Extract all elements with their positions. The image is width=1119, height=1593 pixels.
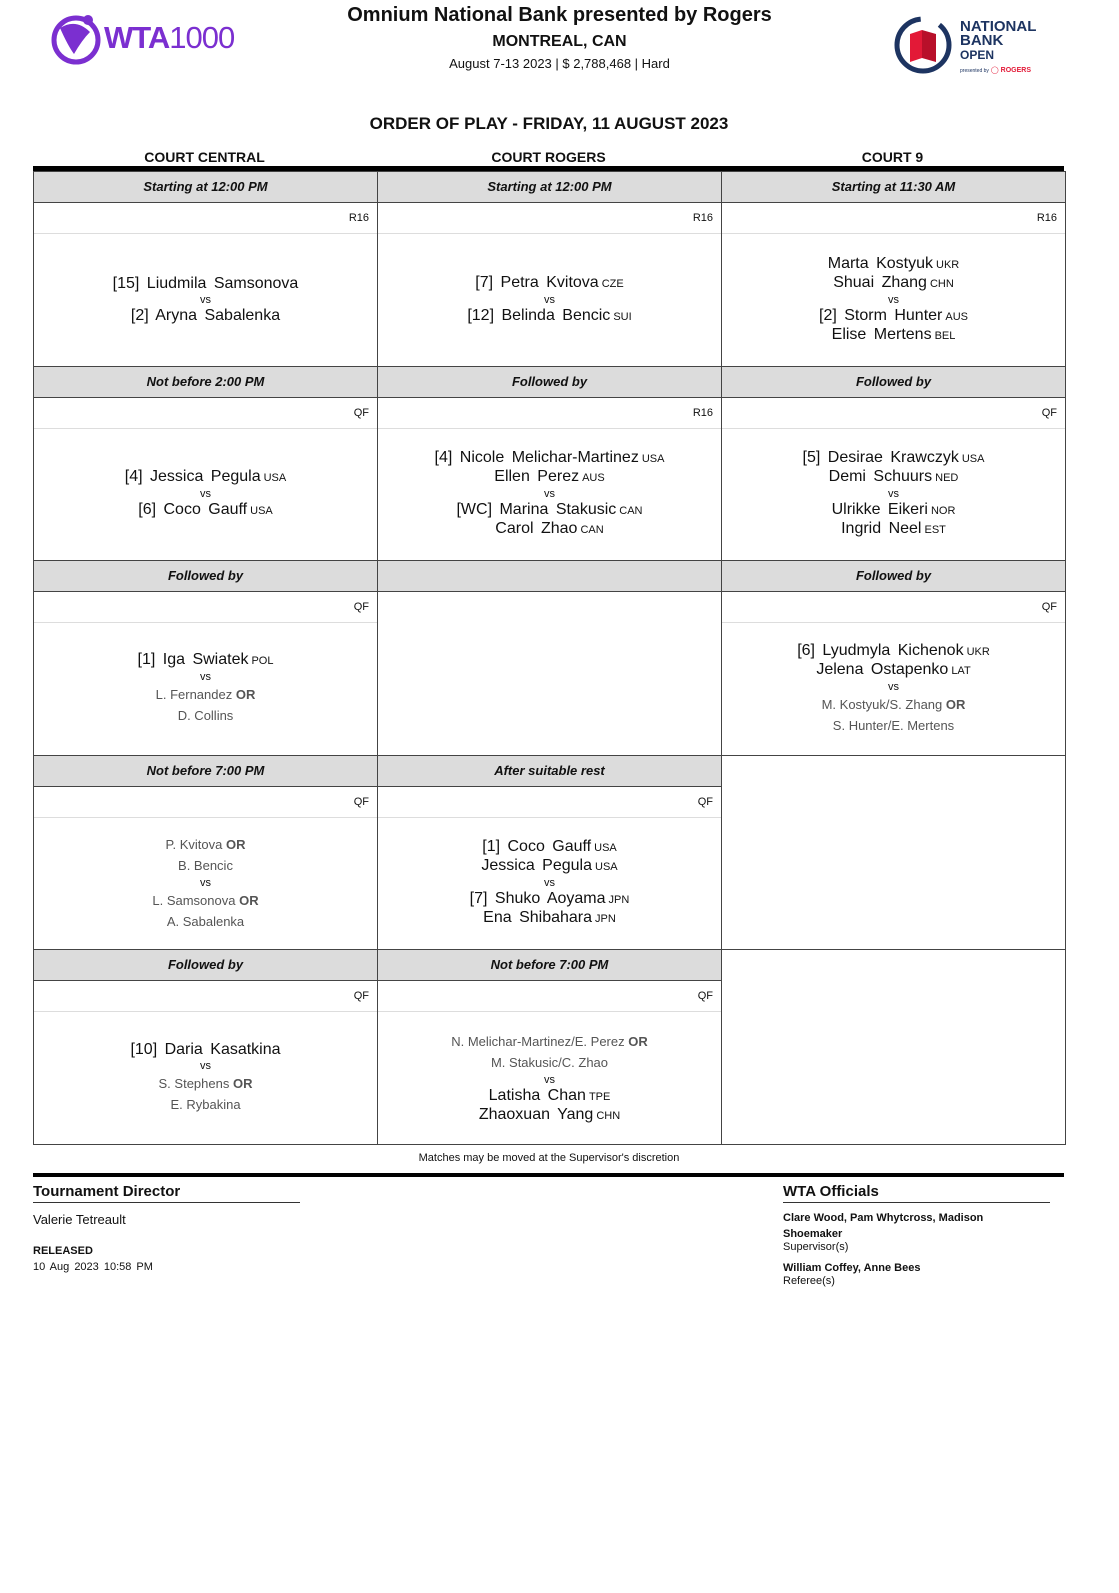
tbd-player: S. Stephens [158, 1075, 230, 1091]
player-country: CHN [596, 1109, 621, 1122]
tbd-player: M. Kostyuk/S. Zhang [821, 696, 943, 712]
match-round: QF [34, 981, 377, 1012]
tbd-line [170, 1094, 240, 1115]
player-name: [7] Petra Kvitova [475, 273, 599, 291]
match-players [722, 234, 1065, 366]
match-start-time: Followed by [722, 367, 1065, 398]
match-cell [377, 171, 722, 367]
match-round: QF [722, 398, 1065, 429]
match-players [34, 818, 377, 950]
player-line [833, 274, 954, 293]
player-line [495, 520, 603, 539]
player-line [832, 501, 956, 520]
tournament-info: August 7-13 2023 | $ 2,788,468 | Hard [449, 56, 670, 71]
match-cell [721, 171, 1066, 367]
match-start-time: Starting at 12:00 PM [378, 172, 721, 203]
footer-divider [33, 1173, 1064, 1177]
vs-label: vs [888, 488, 899, 501]
tbd-line [178, 855, 233, 876]
match-round: QF [722, 592, 1065, 623]
player-country: USA [641, 453, 665, 466]
match-start-time: Not before 7:00 PM [378, 950, 721, 981]
player-line [113, 275, 299, 293]
player-name: [6] Coco Gauff [138, 501, 248, 519]
player-name: [1] Iga Swiatek [137, 651, 249, 669]
player-country: JPN [595, 913, 616, 926]
player-name: Elise Mertens [831, 325, 932, 343]
national-bank-open-logo [892, 12, 1062, 82]
player-country: CZE [601, 277, 624, 290]
match-start-time: Starting at 11:30 AM [722, 172, 1065, 203]
player-name: Jessica Pegula [481, 857, 592, 875]
wta-officials-label: WTA Officials [783, 1183, 1050, 1203]
player-country: LAT [951, 664, 971, 677]
player-line [481, 857, 617, 876]
player-country: CHN [929, 277, 954, 290]
player-name: Zhaoxuan Yang [478, 1105, 594, 1123]
match-start-time: Followed by [34, 561, 377, 592]
tbd-player: L. Samsonova [152, 893, 236, 909]
player-country: SUI [613, 310, 632, 323]
player-country: USA [594, 842, 617, 855]
court-header: COURT CENTRAL [144, 149, 265, 165]
vs-label: vs [544, 293, 555, 306]
tournament-director-label: Tournament Director [33, 1183, 300, 1203]
or-label: OR [945, 696, 966, 712]
match-players [34, 234, 377, 366]
match-players [722, 623, 1065, 755]
player-line [470, 890, 630, 909]
match-players [378, 818, 721, 950]
or-label: OR [628, 1033, 648, 1049]
match-start-time: After suitable rest [378, 756, 721, 787]
player-line [797, 642, 990, 661]
match-start-time [378, 561, 721, 592]
player-line [483, 909, 616, 928]
match-cell [33, 560, 378, 756]
player-country: CAN [580, 524, 604, 537]
match-round: QF [34, 787, 377, 818]
player-country: NOR [930, 505, 956, 518]
vs-label: vs [544, 877, 555, 890]
tbd-player: E. Rybakina [170, 1096, 241, 1112]
match-cell [33, 949, 378, 1145]
released-date: 10 Aug 2023 10:58 PM [33, 1261, 153, 1273]
match-cell [33, 755, 378, 951]
tbd-player: P. Kvitova [165, 837, 223, 853]
tbd-player: M. Stakusic/C. Zhao [490, 1054, 609, 1070]
referee-role: Referee(s) [783, 1275, 835, 1287]
match-round: R16 [378, 203, 721, 234]
vs-label: vs [200, 488, 211, 501]
player-country: USA [961, 453, 985, 466]
player-name: Ulrikke Eikeri [831, 501, 928, 519]
player-country: POL [251, 655, 274, 668]
player-line [130, 1041, 280, 1059]
player-country: BEL [934, 329, 956, 342]
vs-label: vs [544, 1073, 555, 1086]
tbd-line [451, 1031, 648, 1052]
or-label: OR [235, 687, 256, 703]
player-country: AUS [582, 472, 605, 485]
tbd-player: S. Hunter/E. Mertens [832, 717, 955, 733]
nbo-presented-by: presented by [960, 68, 989, 74]
match-cell [33, 171, 378, 367]
nbo-wordmark [960, 20, 1036, 62]
tbd-player: B. Bencic [178, 858, 233, 874]
nbo-line1: NATIONAL [960, 18, 1037, 35]
player-line [435, 449, 665, 468]
player-name: [7] Shuko Aoyama [469, 890, 606, 908]
player-line [832, 326, 956, 345]
match-cell [377, 755, 722, 951]
vs-label: vs [200, 877, 211, 890]
match-start-time: Followed by [34, 950, 377, 981]
match-players [34, 623, 377, 755]
player-line [482, 838, 617, 857]
player-country: USA [595, 861, 618, 874]
player-line [828, 255, 960, 274]
player-line [138, 651, 274, 670]
match-start-time: Starting at 12:00 PM [34, 172, 377, 203]
player-line [816, 661, 970, 680]
player-name: [1] Coco Gauff [482, 838, 592, 856]
court-header: COURT ROGERS [491, 149, 606, 165]
player-line [456, 501, 642, 520]
tbd-line [156, 684, 256, 705]
match-cell [721, 366, 1066, 562]
player-line [479, 1106, 620, 1125]
player-name: Demi Schuurs [828, 468, 933, 486]
tbd-line [178, 705, 234, 726]
match-start-time: Followed by [378, 367, 721, 398]
match-cell [721, 755, 1066, 951]
player-country: JPN [608, 894, 630, 907]
order-of-play-title: ORDER OF PLAY - FRIDAY, 11 AUGUST 2023 [369, 114, 729, 133]
player-name: [WC] Marina Stakusic [456, 501, 617, 519]
match-players [378, 1012, 721, 1144]
nbo-line2: BANK [960, 32, 1004, 49]
match-players [378, 429, 721, 561]
player-name: [2] Aryna Sabalenka [130, 306, 281, 324]
match-cell [377, 366, 722, 562]
tbd-line [159, 1073, 253, 1094]
court-header: COURT 9 [861, 149, 924, 165]
match-round: QF [378, 787, 721, 818]
tournament-title: Omnium National Bank presented by Rogers [347, 4, 772, 26]
player-name: Shuai Zhang [833, 273, 927, 291]
player-name: [2] Storm Hunter [819, 306, 943, 324]
tbd-line [833, 715, 954, 736]
match-round: R16 [378, 398, 721, 429]
tournament-director-name: Valerie Tetreault [33, 1212, 126, 1227]
match-cell [721, 949, 1066, 1145]
match-start-time: Not before 2:00 PM [34, 367, 377, 398]
player-name: Ena Shibahara [483, 909, 593, 927]
player-line [125, 468, 286, 487]
vs-label: vs [888, 293, 899, 306]
player-name: Marta Kostyuk [827, 254, 934, 272]
player-country: NED [935, 472, 959, 485]
match-round: R16 [34, 203, 377, 234]
tbd-player: A. Sabalenka [166, 914, 245, 930]
match-start-time: Not before 7:00 PM [34, 756, 377, 787]
nbo-line3: OPEN [960, 48, 995, 62]
player-line [138, 501, 273, 520]
player-line [131, 307, 280, 325]
supervisor-names: Clare Wood, Pam Whytcross, Madison Shoemaker [783, 1212, 984, 1240]
player-country: TPE [588, 1090, 611, 1103]
match-round: QF [34, 592, 377, 623]
match-cell [721, 560, 1066, 756]
player-line [494, 468, 604, 487]
player-name: Ellen Perez [494, 468, 580, 486]
player-country: USA [263, 472, 287, 485]
vs-label: vs [200, 293, 211, 306]
supervisor-role: Supervisor(s) [783, 1241, 849, 1253]
tbd-line [167, 911, 244, 932]
match-players [34, 429, 377, 561]
player-line [489, 1087, 611, 1106]
nbo-sponsor: ROGERS [1000, 67, 1032, 74]
match-cell [377, 949, 722, 1145]
released-label: RELEASED [33, 1245, 93, 1257]
referee-names: William Coffey, Anne Bees [783, 1262, 921, 1274]
player-name: [4] Jessica Pegula [124, 468, 261, 486]
nbo-sponsor-line [960, 66, 1031, 74]
wta-tier: 1000 [169, 20, 235, 55]
vs-label: vs [888, 680, 899, 693]
wta-brand: WTA [104, 20, 170, 55]
player-name: [6] Lyudmyla Kichenok [797, 641, 964, 659]
vs-label: vs [200, 671, 211, 684]
player-country: CAN [619, 505, 643, 518]
match-round: R16 [722, 203, 1065, 234]
match-cell [33, 366, 378, 562]
player-name: [15] Liudmila Samsonova [112, 274, 299, 292]
player-line [841, 520, 946, 539]
match-players [378, 234, 721, 366]
player-name: [12] Belinda Bencic [467, 306, 611, 324]
order-of-play-grid [33, 149, 1064, 1145]
player-name: [4] Nicole Melichar-Martinez [434, 449, 639, 467]
player-line [819, 307, 968, 326]
player-country: EST [924, 524, 946, 537]
tbd-line [491, 1052, 608, 1073]
tbd-player: N. Melichar-Martinez/E. Perez [451, 1033, 625, 1049]
player-country: AUS [945, 310, 968, 323]
tbd-player: L. Fernandez [155, 687, 233, 703]
vs-label: vs [544, 488, 555, 501]
match-players [722, 429, 1065, 561]
player-line [803, 449, 985, 468]
tbd-player: D. Collins [177, 708, 234, 724]
player-name: [10] Daria Kasatkina [130, 1040, 281, 1058]
vs-label: vs [200, 1059, 211, 1072]
player-country: UKR [966, 645, 990, 658]
player-line [475, 274, 623, 293]
player-name: Jelena Ostapenko [816, 660, 949, 678]
player-name: [5] Desirae Krawczyk [802, 449, 959, 467]
player-line [467, 307, 631, 326]
match-players [34, 1012, 377, 1144]
or-label: OR [225, 837, 246, 853]
match-cell [377, 560, 722, 756]
tbd-line [822, 694, 966, 715]
supervisor-note: Matches may be moved at the Supervisor's discretion [418, 1152, 680, 1164]
tbd-line [166, 834, 246, 855]
tournament-location: MONTREAL, CAN [492, 33, 627, 50]
match-round: QF [34, 398, 377, 429]
tbd-line [152, 890, 258, 911]
match-start-time: Followed by [722, 561, 1065, 592]
national-bank-flag-icon [892, 14, 954, 76]
rogers-icon: ◯ [990, 67, 999, 74]
or-label: OR [232, 1075, 253, 1091]
player-country: UKR [936, 258, 960, 271]
player-name: Carol Zhao [495, 520, 578, 538]
match-round: QF [378, 981, 721, 1012]
player-name: Latisha Chan [488, 1086, 586, 1104]
player-line [829, 468, 959, 487]
player-country: USA [250, 505, 273, 518]
or-label: OR [239, 893, 259, 909]
player-name: Ingrid Neel [841, 520, 922, 538]
